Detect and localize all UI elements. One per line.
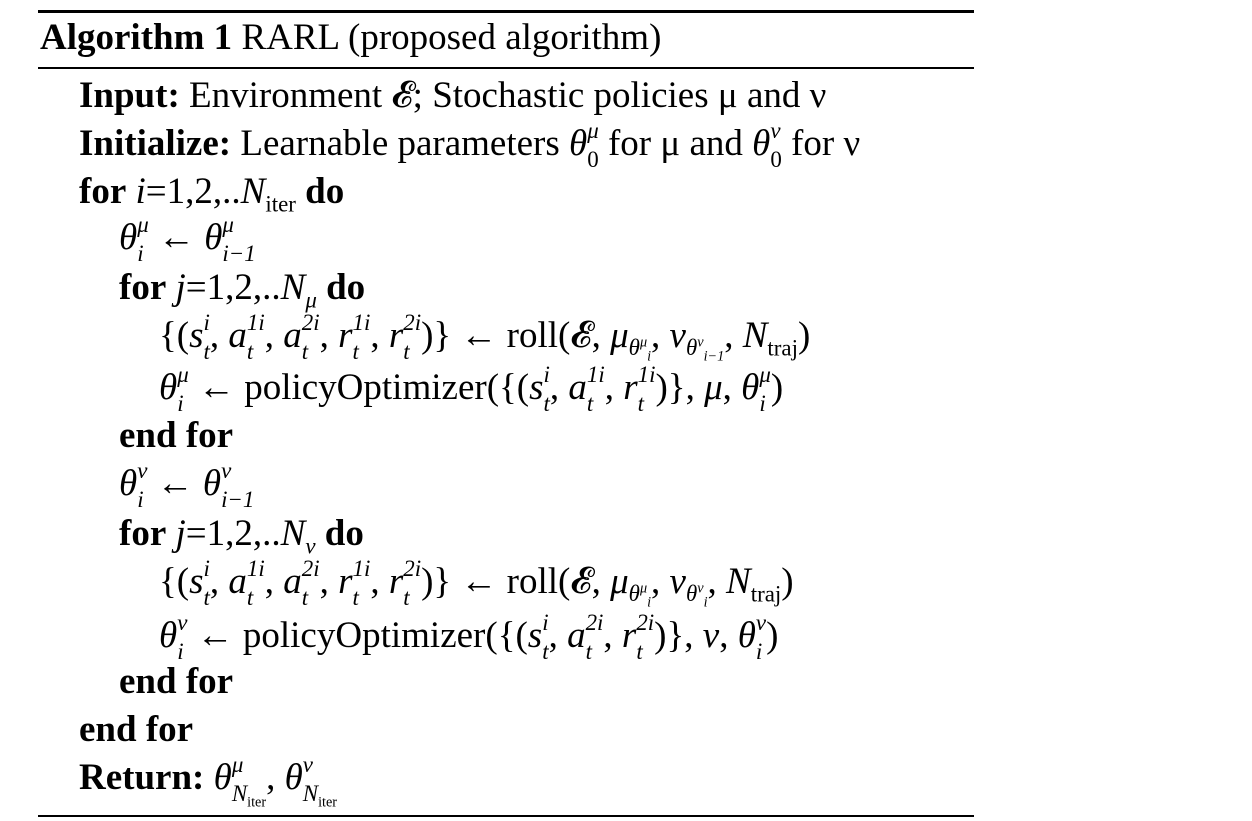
initialize-text-c: for ν (781, 123, 861, 164)
initialize-text-b: for μ and (598, 123, 753, 164)
algorithm-block (38, 10, 974, 811)
algorithm-label: Algorithm 1 (40, 17, 233, 58)
theta-nu-0: θ ν 0 (752, 117, 782, 172)
theta-mu-assign-line: θ μ i ← θ μ i−1 (119, 211, 256, 266)
rollout-mu-line: {(s i t , a 1i t , a 2i t , r 1i t , r 2i t )} ← roll(𝓔, $\mu_{\theta^\mu_i}$, $\nu_{\theta^\nu_{i-1}}$, $N_{traj}$) (159, 309, 811, 365)
initialize-keyword: Initialize: (79, 123, 232, 164)
bottom-rule (38, 815, 974, 817)
algorithm-title: RARL (proposed algorithm) (241, 17, 662, 58)
n-iter: $N_{iter}$ (240, 171, 296, 217)
initialize-line (38, 117, 861, 172)
end-for-outer-line: end for (79, 709, 194, 750)
rollout-nu-line: {(s i t , a 1i t , a 2i t , r 1i t , r 2i t )} ← roll(𝓔, $\mu_{\theta^\mu_i}$, $\nu_{\theta^\nu_i}$, $N_{traj}$) (159, 555, 794, 611)
do-keyword: do (305, 171, 345, 212)
loop-range: =1,2,.. (145, 171, 241, 212)
caption-rule (38, 67, 974, 69)
for-keyword: for (79, 171, 127, 212)
return-keyword: Return: (79, 757, 205, 798)
algorithm-caption (38, 13, 974, 67)
theta-mu-0: θ μ 0 (569, 117, 599, 172)
loop-var-i: i (135, 171, 146, 212)
input-line (38, 74, 826, 118)
end-for-nu-line: end for (119, 661, 234, 702)
input-keyword: Input: (79, 75, 180, 116)
optimizer-mu-line: θ μ i ← policyOptimizer({(s i t , a 1i t , r 1i t )}, μ, θ μ i ) (159, 361, 784, 416)
theta-nu-assign-line: θ ν i ← θ ν i−1 (119, 457, 255, 512)
inner-for-mu-line: for $j=1,2,..N_\mu$ do (119, 267, 366, 313)
optimizer-nu-line: θ ν i ← policyOptimizer({(s i t , a 2i t , r 2i t )}, ν, θ ν i ) (159, 609, 779, 664)
input-text: Environment 𝓔; Stochastic policies μ and ν (189, 75, 827, 116)
end-for-mu-line: end for (119, 415, 234, 456)
return-line: Return: θ μ $N_{iter}$ , θ ν $N_{iter}$ (79, 751, 338, 811)
inner-for-nu-line: for $j=1,2,..N_\nu$ do (119, 513, 364, 559)
outer-for-line (38, 170, 345, 217)
initialize-text-a: Learnable parameters (240, 123, 570, 164)
